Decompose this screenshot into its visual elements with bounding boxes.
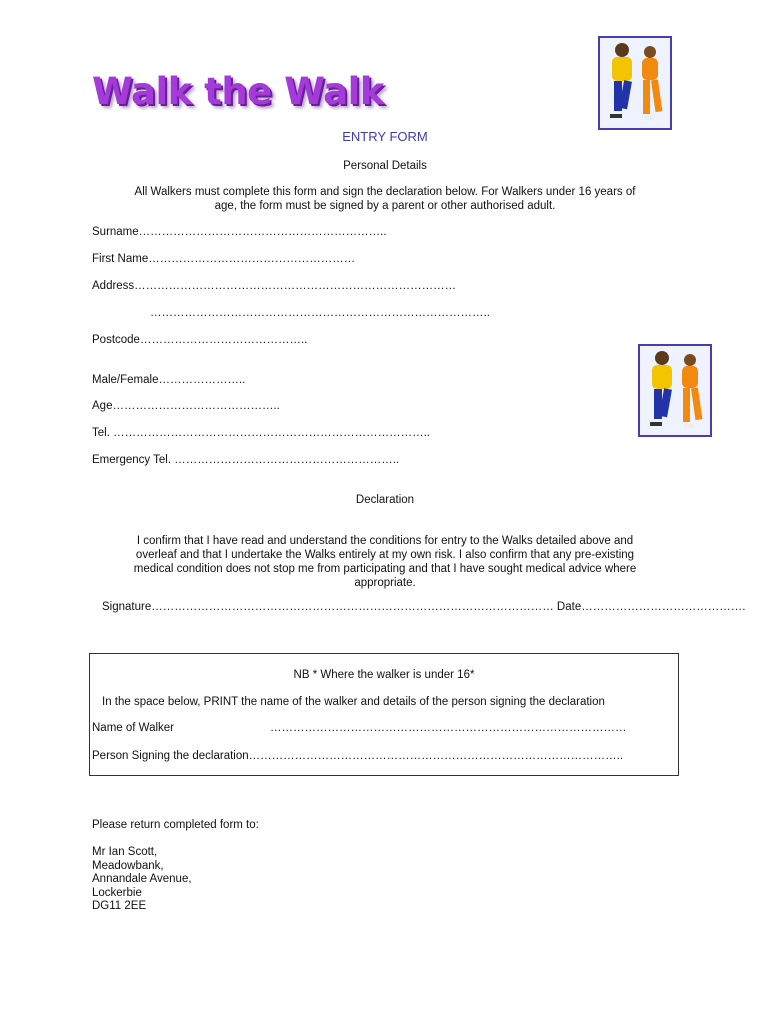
age-field[interactable]: Age…………………………………….. — [92, 400, 280, 412]
postcode-field[interactable]: Postcode…………………………………….. — [92, 334, 308, 346]
declaration-line: I confirm that I have read and understand the conditions for entry to the Walks detailed above and — [136, 535, 634, 547]
walker-name-label: Name of Walker — [92, 722, 175, 734]
address-field[interactable]: Address………………………………………………………………………… — [92, 280, 457, 292]
intro-text — [0, 185, 770, 213]
address-line: Annandale Avenue, — [92, 873, 192, 885]
declaration-line: medical condition does not stop me from participating and that I have sought medical advice where — [133, 563, 637, 575]
gender-field[interactable]: Male/Female………………….. — [92, 374, 246, 386]
emergency-tel-field[interactable]: Emergency Tel. ………………………………………………….. — [92, 454, 400, 466]
declaration-line: overleaf and that I undertake the Walks entirely at my own risk. I also confirm that any pre-existing — [135, 549, 635, 561]
tel-field[interactable]: Tel. ……………………………………………………………………….. — [92, 427, 430, 439]
signature-date-field[interactable]: Signature…………………………………………………………………………………………… Date……………………………………. — [102, 601, 746, 613]
declaration-text — [0, 534, 770, 590]
surname-field[interactable]: Surname……………………………………………………….. — [92, 226, 387, 238]
address-line2-field[interactable]: …………………………………………………………………………….. — [150, 307, 490, 319]
intro-line: age, the form must be signed by a parent or other authorised adult. — [214, 200, 556, 212]
nb-heading: NB * Where the walker is under 16* — [293, 669, 475, 681]
first-name-field[interactable]: First Name……………………………………………… — [92, 253, 356, 265]
address-line: DG11 2EE — [92, 900, 147, 912]
address-line: Lockerbie — [92, 886, 142, 899]
address-line: Meadowbank, — [92, 859, 164, 872]
walkers-illustration-middle — [638, 344, 712, 437]
intro-line: All Walkers must complete this form and sign the declaration below. For Walkers under 16 years of — [134, 186, 636, 198]
section-declaration: Declaration — [355, 494, 415, 506]
return-address — [92, 846, 192, 914]
address-line: Mr Ian Scott, — [92, 846, 158, 858]
walker-name-field[interactable]: ………………………………………………………………………………… — [270, 722, 627, 734]
section-personal-details: Personal Details — [343, 160, 427, 172]
return-instruction: Please return completed form to: — [92, 819, 259, 831]
declaration-line: appropriate. — [354, 577, 416, 589]
page-title: Walk the Walk — [92, 70, 384, 113]
form-title: ENTRY FORM — [342, 129, 428, 144]
under-16-box — [89, 653, 679, 776]
nb-instruction: In the space below, PRINT the name of the walker and details of the person signing the declaration — [102, 696, 605, 708]
walkers-illustration-top — [598, 36, 672, 130]
person-signing-field[interactable]: Person Signing the declaration…………………………………………………………………………………….. — [92, 750, 624, 762]
